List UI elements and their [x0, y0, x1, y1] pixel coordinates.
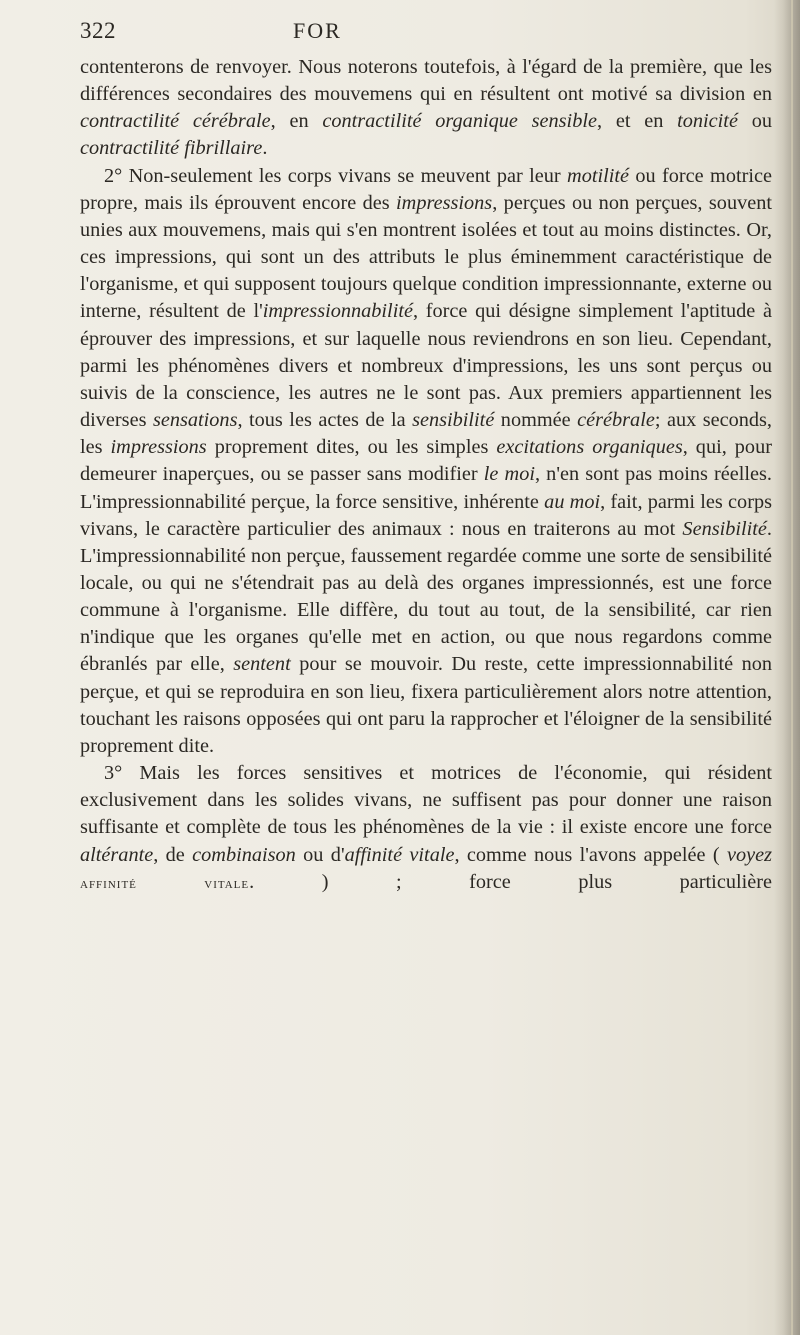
italic-text: combinaison [192, 843, 296, 866]
text-run: , qui, pour demeurer inaperçues, ou se passer sans modifier [80, 436, 772, 486]
text-run: ; aux seconds, les [80, 409, 773, 459]
text-run: nommée [494, 409, 578, 432]
text-run: 2° Non-seulement les corps vivans se meuvent par leur [104, 164, 568, 187]
paragraph-2 [80, 163, 772, 760]
text-run: , n'en sont pas moins réelles. L'impressionnabilité perçue, la force sensitive, inhérente [80, 463, 772, 513]
text-run: , et en [596, 110, 678, 133]
italic-text: affinité vitale [344, 843, 455, 866]
italic-text: Sensibilité [682, 517, 767, 540]
italic-text: impressions [396, 191, 493, 214]
text-run: , force qui désigne simplement l'aptitude à éprouver des impressions, et sur laquelle nous reviendrons en son lieu. Cependant, parmi les phénomènes divers et nombreux d'impressions, les uns sont perçus ou suivis de la conscience, les autres ne le sont pas. Aux premiers appartiennent les diverses [80, 300, 772, 432]
page-number: 322 [80, 18, 116, 43]
text-run: ou [737, 110, 772, 133]
text-run: ou d' [295, 843, 345, 866]
text-run: pour se mouvoir. Du reste, cette impressionnabilité non perçue, et qui se reproduira en son lieu, fixera particulièrement alors notre attention, touchant les raisons opposées qui ont paru la rapprocher et l'éloigner de la sensibilité proprement dite. [80, 653, 772, 757]
italic-text: motilité [567, 164, 630, 187]
page-edge-line [791, 0, 793, 1335]
italic-text: contractilité cérébrale [80, 110, 271, 133]
italic-text: le moi [483, 463, 535, 486]
italic-text: cérébrale [577, 409, 655, 432]
running-head: FOR [293, 18, 342, 43]
small-caps-text: affinité vitale [80, 874, 250, 892]
italic-text: voyez [726, 843, 772, 866]
page-edge-shadow [774, 0, 800, 1335]
text-run: proprement dites, ou les simples [206, 436, 497, 459]
italic-text: sensibilité [412, 409, 495, 432]
text-run: ou force motrice propre, mais ils éprouvent encore des [80, 164, 772, 214]
italic-text: excitations organiques [496, 436, 683, 459]
page-header [80, 18, 760, 48]
italic-text: altérante [80, 843, 154, 866]
text-run: , de [153, 843, 193, 866]
text-run: . [262, 137, 268, 160]
text-run: contenterons de renvoyer. Nous noterons toutefois, à l'égard de la première, que les différences secondaires des mouvemens qui en résultent ont motivé sa division en [80, 56, 772, 106]
italic-text: au moi [544, 490, 601, 513]
italic-text: tonicité [677, 110, 738, 133]
text-run: . ) ; force plus particulière [249, 870, 772, 893]
text-run: , fait, parmi les corps vivans, le caractère particulier des animaux : nous en traiterons au mot [80, 490, 772, 540]
italic-text: impressionnabilité [262, 300, 413, 323]
text-run: , tous les actes de la [237, 409, 413, 432]
text-run: 3° Mais les forces sensitives et motrices de l'économie, qui résident exclusivement dans les solides vivans, ne suffisent pas pour donner une raison suffisante et complète de tous les phénomènes de la vie : il existe encore une force [80, 762, 772, 839]
italic-text: contractilité organique sensible [322, 110, 597, 133]
paragraph-1 [80, 54, 772, 163]
italic-text: impressions [110, 436, 207, 459]
text-run: . L'impressionnabilité non perçue, faussement regardée comme une sorte de sensibilité locale, ou qui ne s'étendrait pas au delà des organes impressionnés, est une force commune à l'organisme. Elle diffère, du tout au tout, de la sensibilité, car rien n'indique que les organes qu'elle met en action, ou que nous regardons comme ébranlés par elle, [80, 517, 772, 676]
text-run: , perçues ou non perçues, souvent unies aux mouvemens, mais qui s'en montrent isolées et tout au moins distinctes. Or, ces impressions, qui sont un des attributs le plus éminemment caractéristique de l'organisme, et qui supposent toujours quelque condition impressionnante, externe ou interne, résultent de l' [80, 191, 772, 323]
text-run: , comme nous l'avons appelée ( [454, 843, 727, 866]
paragraph-3 [80, 760, 772, 897]
italic-text: contractilité fibrillaire [80, 137, 263, 160]
text-run: , en [270, 110, 323, 133]
italic-text: sentent [233, 653, 291, 676]
body-text [80, 54, 772, 897]
italic-text: sensations [152, 409, 238, 432]
